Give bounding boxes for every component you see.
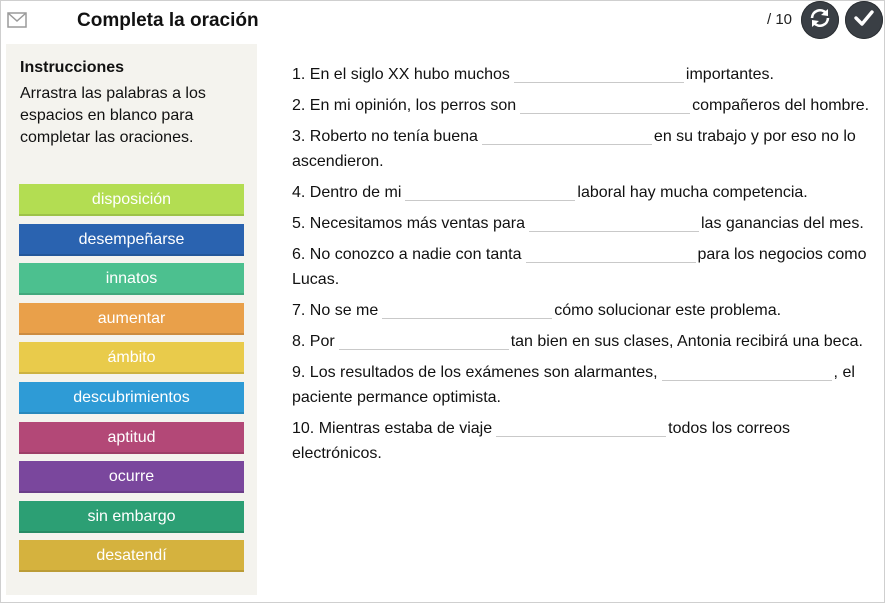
drop-blank[interactable] bbox=[662, 362, 832, 381]
sentence-text: 10. Mientras estaba de viaje bbox=[292, 420, 493, 437]
sentence-7 bbox=[292, 298, 872, 323]
sentence-text: en su trabajo y por eso no lo ascendieron. bbox=[292, 128, 856, 170]
word-chip-innatos[interactable]: innatos bbox=[19, 263, 244, 295]
header bbox=[0, 0, 887, 44]
page-title: Completa la oración bbox=[77, 10, 259, 31]
word-chip-aumentar[interactable]: aumentar bbox=[19, 303, 244, 335]
word-chip-descubrimientos[interactable]: descubrimientos bbox=[19, 382, 244, 414]
sentence-text: las ganancias del mes. bbox=[701, 215, 864, 232]
sentence-text: 1. En el siglo XX hubo muchos bbox=[292, 66, 510, 83]
sentence-text: 7. No se me bbox=[292, 302, 379, 319]
refresh-icon bbox=[807, 5, 833, 36]
word-chip-disposicion[interactable]: disposición bbox=[19, 184, 244, 216]
sentences-list bbox=[292, 62, 872, 472]
drop-blank[interactable] bbox=[529, 213, 699, 232]
sentence-text: cómo solucionar este problema. bbox=[554, 302, 782, 319]
instructions-title: Instrucciones bbox=[20, 59, 125, 76]
sentence-10 bbox=[292, 416, 872, 466]
sentence-text: 4. Dentro de mi bbox=[292, 184, 402, 201]
sentence-text: 9. Los resultados de los exámenes son alarmantes, bbox=[292, 364, 658, 381]
drop-blank[interactable] bbox=[382, 300, 552, 319]
sentence-1 bbox=[292, 62, 872, 87]
drop-blank[interactable] bbox=[514, 64, 684, 83]
instructions-text: Arrastra las palabras a los espacios en blanco para completar las oraciones. bbox=[20, 85, 206, 146]
sentence-text: laboral hay mucha competencia. bbox=[577, 184, 808, 201]
word-chip-sin-embargo[interactable]: sin embargo bbox=[19, 501, 244, 533]
sentence-text: tan bien en sus clases, Antonia recibirá una beca. bbox=[510, 333, 863, 350]
word-chip-aptitud[interactable]: aptitud bbox=[19, 422, 244, 454]
mail-icon[interactable] bbox=[7, 12, 27, 28]
sentence-text: 3. Roberto no tenía buena bbox=[292, 128, 478, 145]
word-chip-ambito[interactable]: ámbito bbox=[19, 342, 244, 374]
sentence-text: 2. En mi opinión, los perros son bbox=[292, 97, 517, 114]
sentence-text: para los negocios como Lucas. bbox=[292, 246, 867, 288]
word-chip-desempenarse[interactable]: desempeñarse bbox=[19, 224, 244, 256]
word-chip-ocurre[interactable]: ocurre bbox=[19, 461, 244, 493]
sentence-3 bbox=[292, 124, 872, 174]
check-icon bbox=[852, 6, 876, 35]
sentence-5 bbox=[292, 211, 872, 236]
sentence-8 bbox=[292, 329, 872, 354]
sentence-text: 8. Por bbox=[292, 333, 335, 350]
word-chip-desatendi[interactable]: desatendí bbox=[19, 540, 244, 572]
sentence-text: 6. No conozco a nadie con tanta bbox=[292, 246, 522, 263]
drop-blank[interactable] bbox=[526, 244, 696, 263]
drop-blank[interactable] bbox=[520, 95, 690, 114]
sentence-2 bbox=[292, 93, 872, 118]
drop-blank[interactable] bbox=[339, 331, 509, 350]
sentence-text: importantes. bbox=[685, 66, 774, 83]
sentence-4 bbox=[292, 180, 872, 205]
drop-blank[interactable] bbox=[405, 182, 575, 201]
question-counter: / 10 bbox=[767, 11, 793, 28]
drop-blank[interactable] bbox=[496, 418, 666, 437]
sentence-text: compañeros del hombre. bbox=[692, 97, 870, 114]
check-button[interactable] bbox=[845, 1, 883, 39]
sentence-text: , el paciente permance optimista. bbox=[292, 364, 855, 406]
sentence-9 bbox=[292, 360, 872, 410]
reset-button[interactable] bbox=[801, 1, 839, 39]
word-bank-panel bbox=[6, 44, 257, 595]
sentence-6 bbox=[292, 242, 872, 292]
sentence-text: 5. Necesitamos más ventas para bbox=[292, 215, 525, 232]
drop-blank[interactable] bbox=[482, 126, 652, 145]
sentence-text: todos los correos electrónicos. bbox=[292, 420, 790, 462]
